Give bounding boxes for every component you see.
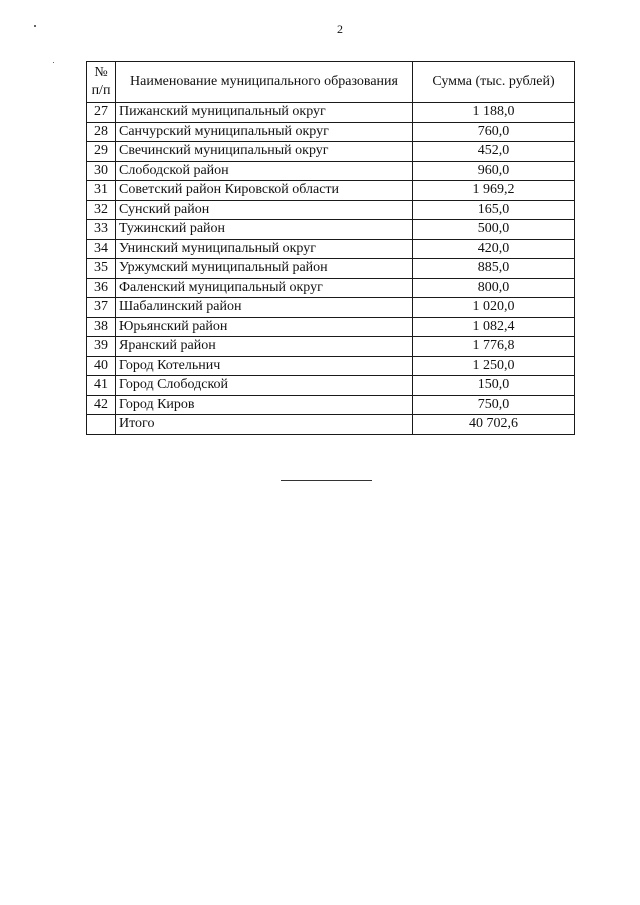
row-number: 38 [87, 317, 116, 337]
row-number: 29 [87, 142, 116, 162]
allocation-table [86, 61, 575, 435]
table-row [87, 317, 575, 337]
row-sum: 452,0 [413, 142, 575, 162]
row-name: Город Слободской [116, 376, 413, 396]
table-row [87, 298, 575, 318]
row-number: 31 [87, 181, 116, 201]
row-number: 30 [87, 161, 116, 181]
row-number: 40 [87, 356, 116, 376]
row-sum: 500,0 [413, 220, 575, 240]
row-number: 39 [87, 337, 116, 357]
scan-speck [34, 25, 36, 27]
row-number [87, 415, 116, 435]
row-name: Сунский район [116, 200, 413, 220]
table-row [87, 239, 575, 259]
row-name: Шабалинский район [116, 298, 413, 318]
table-body [87, 103, 575, 435]
header-name: Наименование муниципального образования [116, 62, 413, 103]
table-row [87, 356, 575, 376]
row-number: 35 [87, 259, 116, 279]
row-sum: 885,0 [413, 259, 575, 279]
table-total-row [87, 415, 575, 435]
row-sum: 420,0 [413, 239, 575, 259]
table-row [87, 161, 575, 181]
table-header-row [87, 62, 575, 103]
row-number: 27 [87, 103, 116, 123]
table-row [87, 220, 575, 240]
row-name: Унинский муниципальный округ [116, 239, 413, 259]
table-row [87, 181, 575, 201]
row-sum: 1 776,8 [413, 337, 575, 357]
row-sum: 1 188,0 [413, 103, 575, 123]
row-name: Фаленский муниципальный округ [116, 278, 413, 298]
row-sum: 800,0 [413, 278, 575, 298]
table-row [87, 200, 575, 220]
table-row [87, 395, 575, 415]
row-sum: 1 082,4 [413, 317, 575, 337]
page-number: 2 [337, 22, 343, 36]
table-row [87, 259, 575, 279]
row-number: 37 [87, 298, 116, 318]
row-sum: 40 702,6 [413, 415, 575, 435]
header-num: № п/п [87, 62, 116, 103]
row-name: Свечинский муниципальный округ [116, 142, 413, 162]
row-sum: 1 250,0 [413, 356, 575, 376]
row-number: 32 [87, 200, 116, 220]
row-name: Слободской район [116, 161, 413, 181]
row-sum: 750,0 [413, 395, 575, 415]
table-row [87, 337, 575, 357]
table-row [87, 376, 575, 396]
row-name: Город Киров [116, 395, 413, 415]
row-name: Тужинский район [116, 220, 413, 240]
table-row [87, 103, 575, 123]
row-sum: 165,0 [413, 200, 575, 220]
row-sum: 760,0 [413, 122, 575, 142]
row-number: 42 [87, 395, 116, 415]
table-row [87, 142, 575, 162]
row-name: Пижанский муниципальный округ [116, 103, 413, 123]
row-sum: 960,0 [413, 161, 575, 181]
row-number: 33 [87, 220, 116, 240]
row-name: Юрьянский район [116, 317, 413, 337]
row-name: Город Котельнич [116, 356, 413, 376]
row-name: Советский район Кировской области [116, 181, 413, 201]
row-name: Уржумский муниципальный район [116, 259, 413, 279]
table-row [87, 122, 575, 142]
row-sum: 1 969,2 [413, 181, 575, 201]
row-name: Яранский район [116, 337, 413, 357]
row-sum: 1 020,0 [413, 298, 575, 318]
row-name: Итого [116, 415, 413, 435]
row-sum: 150,0 [413, 376, 575, 396]
scan-speck [53, 62, 54, 63]
signature-line [281, 480, 372, 481]
header-sum: Сумма (тыс. рублей) [413, 62, 575, 103]
row-number: 28 [87, 122, 116, 142]
row-name: Санчурский муниципальный округ [116, 122, 413, 142]
row-number: 41 [87, 376, 116, 396]
row-number: 34 [87, 239, 116, 259]
row-number: 36 [87, 278, 116, 298]
table-row [87, 278, 575, 298]
